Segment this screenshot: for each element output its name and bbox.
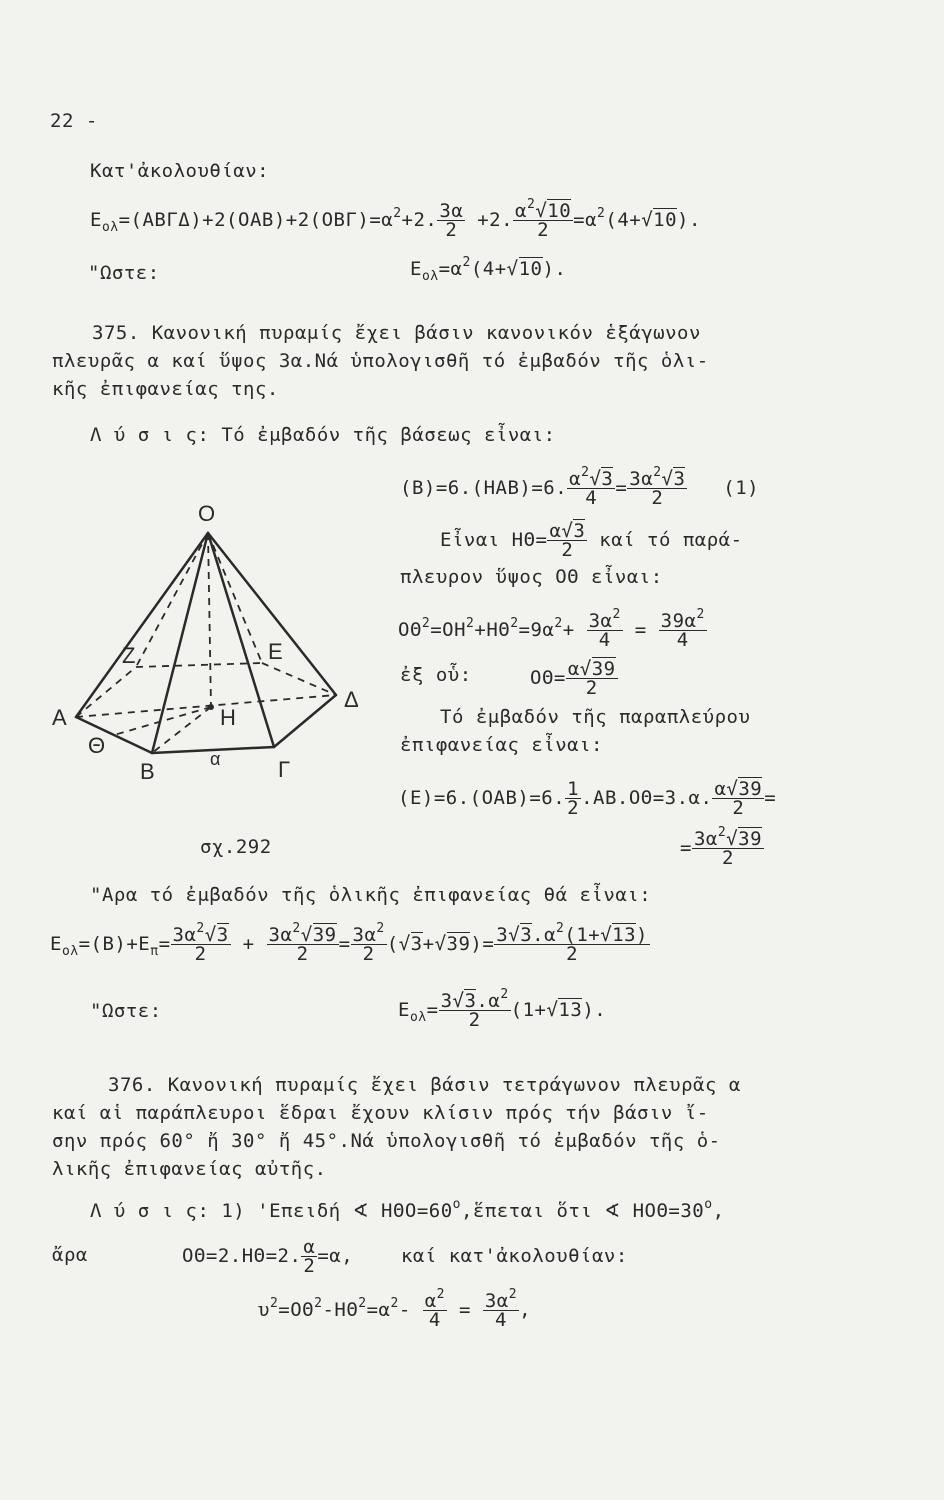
pleuro-text: πλευρον ὕψος ΟΘ εἶναι: [400, 566, 663, 588]
eq-lateral-area: (Ε)=6.(ΟΑΒ)=6. $\frac{1}{2}$ .ΑΒ.ΟΘ=3.α. $\frac{\alpha√39}{2}$ = [398, 778, 777, 819]
p375-line1: 375. Κανονική πυραμίς ἔχει βάσιν κανονικόν ἑξάγωνον [92, 322, 701, 344]
p375-line3: κῆς ἐπιφανείας της. [52, 378, 279, 400]
eq-lateral-result: = $\frac{3\alpha^2√39}{2}$ [680, 825, 763, 869]
p376-line4: λικῆς ἐπιφανείας αὐτῆς. [52, 1158, 327, 1180]
diagonal-AD [76, 695, 336, 717]
label-O: Ο [198, 501, 216, 526]
ara-text: "Αρα τό ἐμβαδόν τῆς ὁλικῆς ἐπιφανείας θά εἶναι: [90, 884, 652, 906]
label-H: Η [220, 705, 236, 730]
figure-caption: σχ.292 [200, 836, 272, 858]
p376-line2: καί αἱ παράπλευροι ἕδραι ἔχουν κλίσιν πρός τήν βάσιν ἴ- [52, 1102, 709, 1124]
exou-label: ἐξ οὗ: [400, 664, 472, 686]
hoste-label-1: "Ωστε: [88, 262, 160, 284]
label-E: Ε [268, 639, 283, 664]
eq-otheta: ΟΘ= $\frac{\alpha√39}{2}$ [530, 658, 616, 699]
intro-heading: Κατ'ἀκολουθίαν: [90, 160, 270, 182]
hoste-label-2: "Ωστε: [90, 1000, 162, 1022]
edge-GD [274, 695, 336, 747]
eq-upsilon: $\upsilon^2=O\Theta^2-H\Theta^2=\alpha^2-$ $\frac{\alpha^2}{4}$ = $\frac{3\alpha^2}{4}$ , [258, 1287, 532, 1331]
edge-OZ-hidden [136, 533, 208, 667]
pyramid-figure [48, 495, 378, 795]
p376-ara: ἄρα [52, 1244, 88, 1266]
p376-lysis: Λ ύ σ ι ς: 1) 'Επειδή ∢ $H\Theta O=60^o,ἕ\pi\varepsilon\tau\alpha\iota$ ὅτι ∢ $HO\Theta=30^o$, [90, 1197, 725, 1222]
p375-lysis: Λ ύ σ ι ς: Τό ἐμβαδόν τῆς βάσεως εἶναι: [90, 424, 556, 446]
edge-OE-hidden [208, 533, 262, 663]
eq-surface-sum: $E_{o\lambda}=(AB\Gamma\Delta)+2(OAB)+2(OB\Gamma)=\alpha^2+2$. $\frac{3\alpha}{2}$ +2. $\frac{\alpha^2√10}{2}$ $=\alpha^2(4+√10)$. [90, 197, 701, 241]
eq-final-result: $E_{o\lambda}=$ $\frac{3√3.\alpha^2}{2}$ (1+√13). [398, 987, 607, 1031]
label-a: α [210, 749, 221, 769]
edge-OA [76, 533, 208, 717]
center-H [208, 704, 214, 710]
eq-otheta-376: ΟΘ=2.ΗΘ=2. $\frac{\alpha}{2}$ =α, καί κατ'ἀκολουθίαν: [182, 1236, 628, 1277]
label-G: Γ [278, 757, 291, 782]
eq-otheta-squared: $O\Theta^2=OH^2+H\Theta^2=9\alpha^2+$ $\frac{3\alpha^2}{4}$ = $\frac{39\alpha^2}{4}$ [398, 607, 705, 651]
label-D: Δ [344, 687, 359, 712]
p375-line2: πλευρᾶς α καί ὕψος 3α.Νά ὑπολογισθῆ τό ἐμβαδόν τῆς ὁλι- [52, 350, 709, 372]
eq-result-1: $E_{o\lambda}=\alpha^2(4+√10)$. [410, 255, 567, 284]
eq-htheta: Εἶναι ΗΘ= $\frac{\alpha√3}{2}$ καί τό παρά- [440, 520, 743, 561]
label-B: Β [140, 759, 155, 784]
label-Theta: Θ [88, 733, 106, 758]
side-text-2: ἐπιφανείας εἶναι: [400, 734, 603, 756]
label-A: Α [52, 705, 67, 730]
edge-ZE-hidden [136, 663, 262, 667]
edge-OB [152, 533, 208, 753]
p376-line3: σην πρός 60° ἤ 30° ἤ 45°.Νά ὑπολογισθῆ τό ἐμβαδόν τῆς ὁ- [52, 1130, 721, 1152]
side-text-1: Τό ἐμβαδόν τῆς παραπλεύρου [440, 706, 751, 728]
label-Z: Ζ [122, 643, 136, 668]
eq-total-area: $E_{o\lambda}=(B)+E_\pi=$ $\frac{3\alpha^2√3}{2}$ + $\frac{3\alpha^2√39}{2}$ = $\frac{3\alpha^2}{2}$ (√3+√39)= $\frac{3√3.\alpha^2(1+√13)}{2}$ [50, 921, 648, 965]
edge-OD [208, 533, 336, 695]
p376-line1: 376. Κανονική πυραμίς ἔχει βάσιν τετράγωνον πλευρᾶς α [108, 1074, 741, 1096]
eq-base-area: (Β)=6.(ΗΑΒ)=6. $\frac{\alpha^2√3}{4}$ = $\frac{3\alpha^2√3}{2}$ (1) [400, 465, 760, 509]
page-number: 22 - [50, 110, 98, 132]
height-OH [208, 533, 211, 707]
edge-OG [208, 533, 274, 747]
